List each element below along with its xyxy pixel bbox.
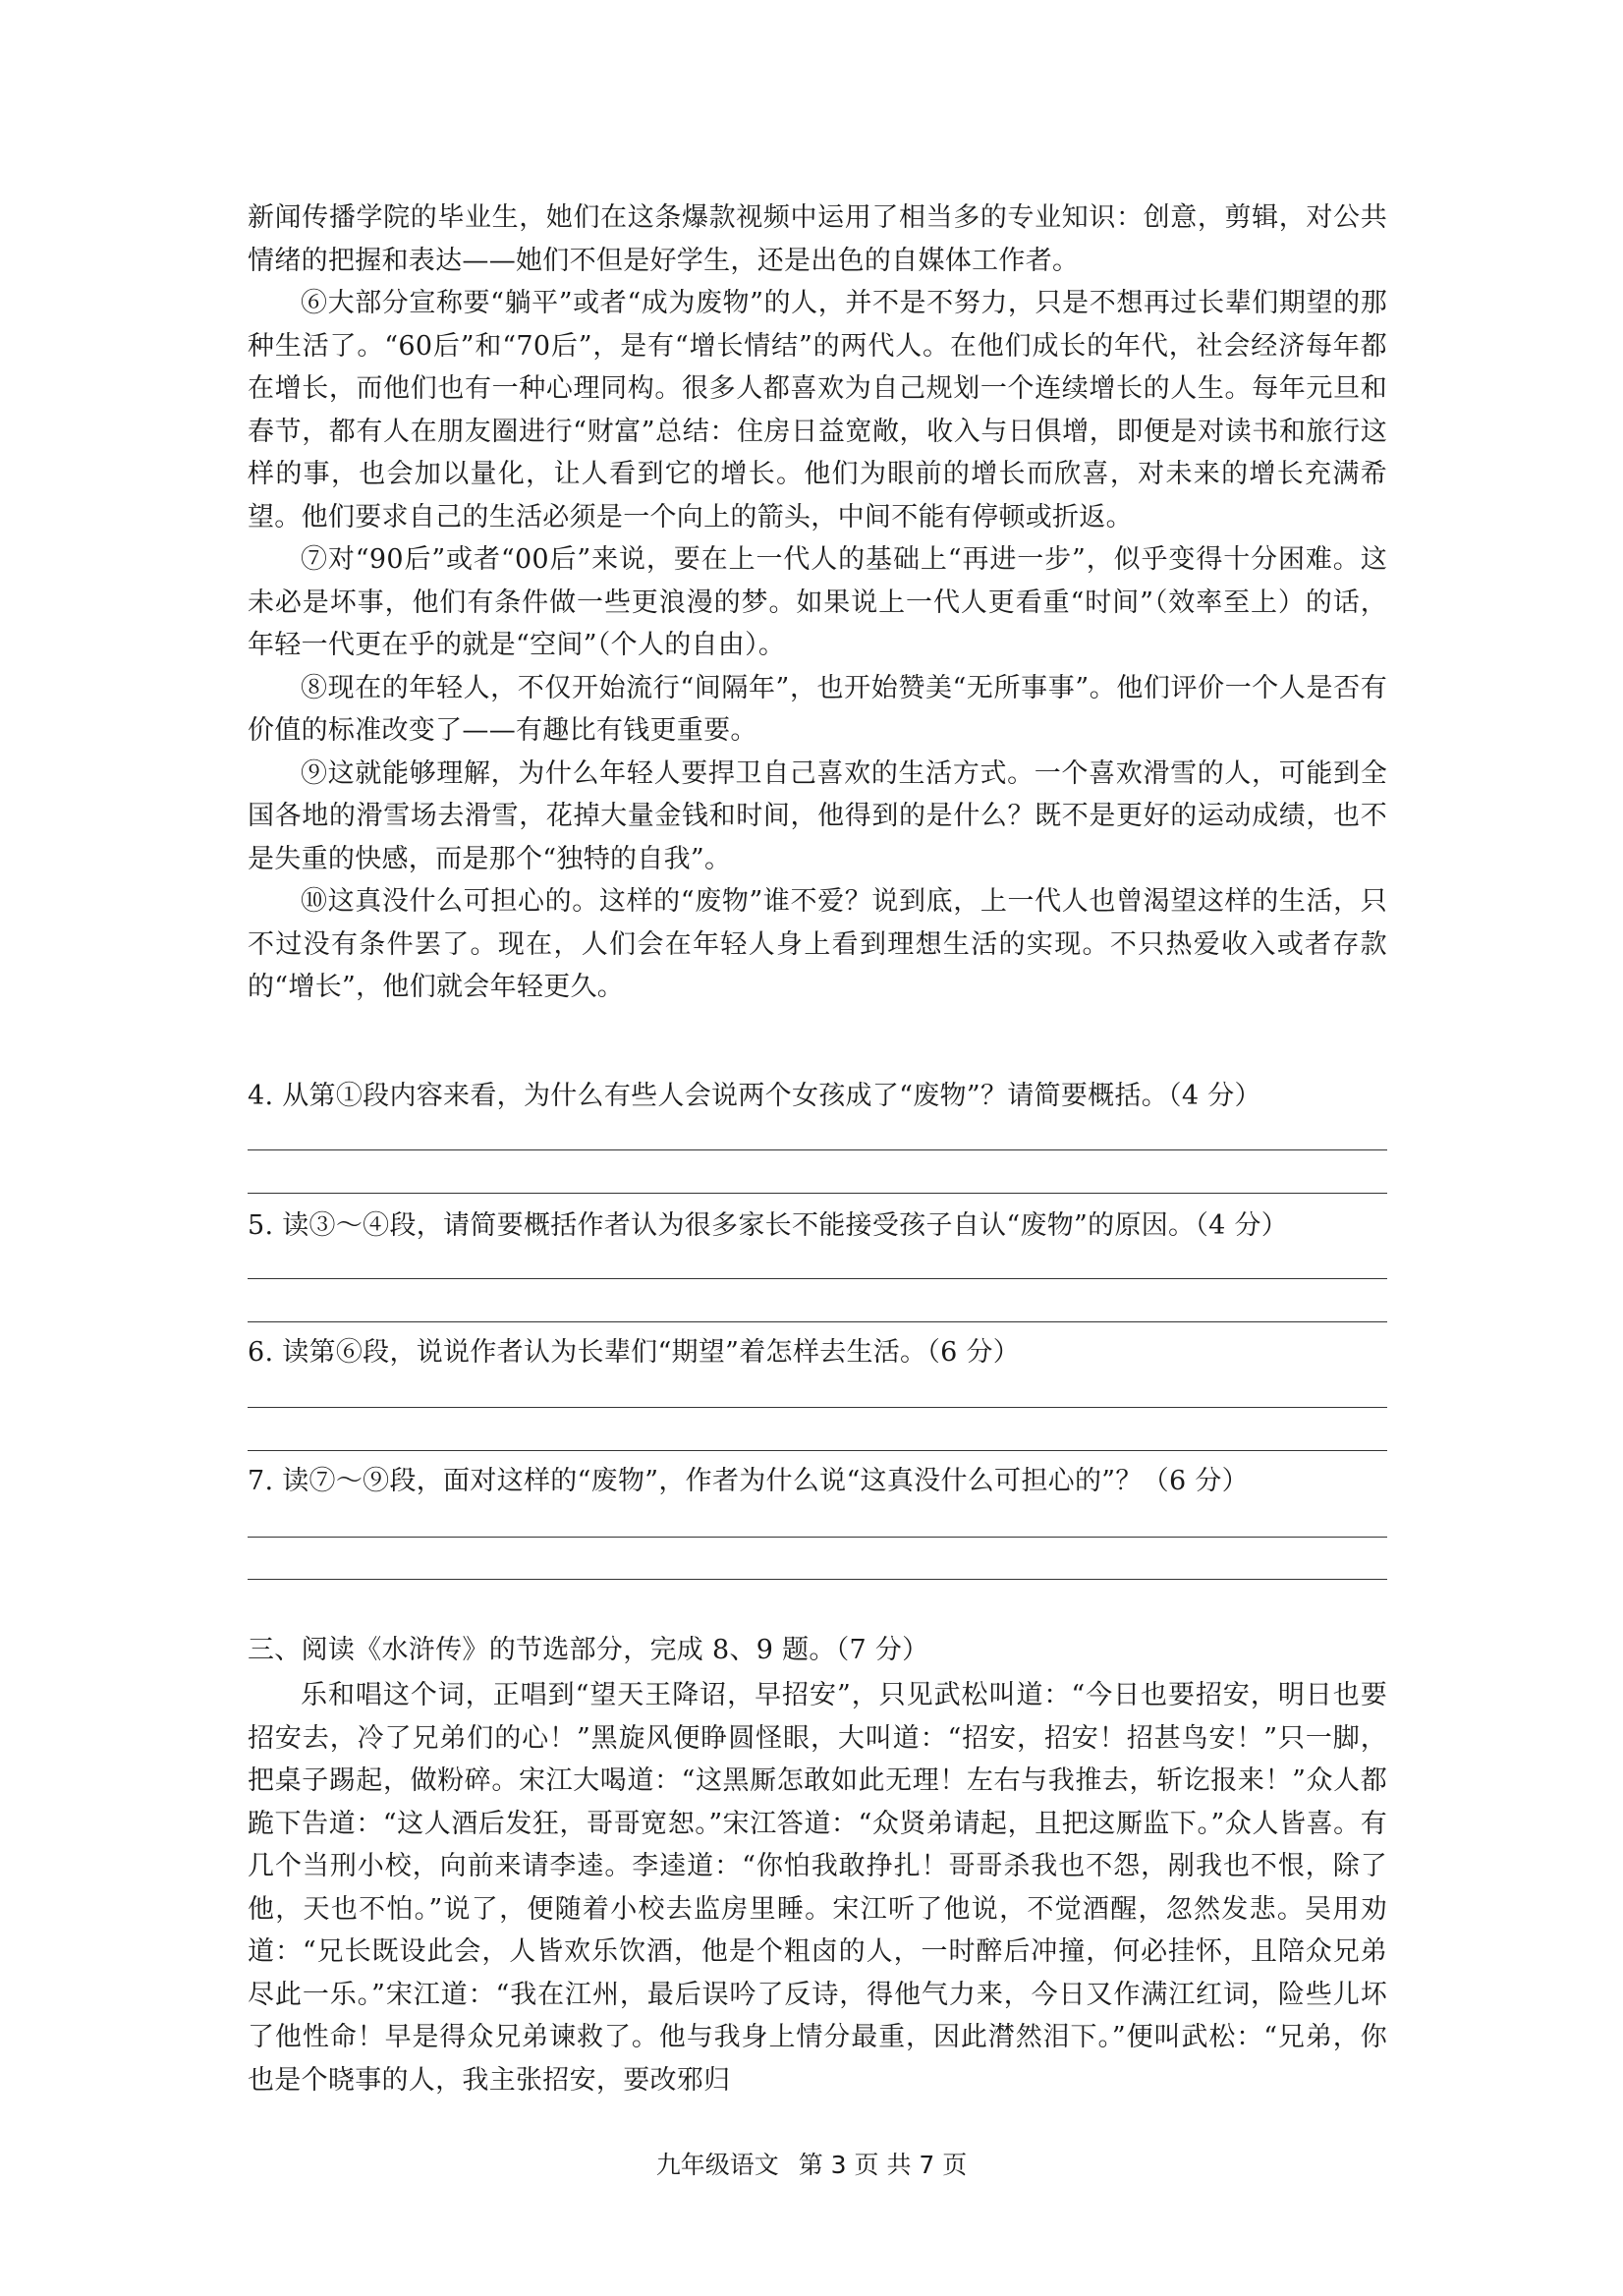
answer-line[interactable]	[248, 1149, 1387, 1150]
question-6: 6. 读第⑥段，说说作者认为长辈们“期望”着怎样去生活。（6 分）	[248, 1337, 1021, 1368]
question-5: 5. 读③～④段，请简要概括作者认为很多家长不能接受孩子自认“废物”的原因。（4 分）	[248, 1210, 1289, 1241]
excerpt-paragraph: 乐和唱这个词，正唱到“望天王降诏，早招安”，只见武松叫道：“今日也要招安，明日也要招安去，冷了兄弟们的心！”黑旋风便睁圆怪眼，大叫道：“招安，招安！招甚鸟安！”只一脚，把桌子踢起，做粉碎。宋江大喝道：“这黑厮怎敢如此无理！左右与我推去，斩讫报来！”众人都跪下告道：“这人酒后发狂，哥哥宽恕。”宋江答道：“众贤弟请起，且把这厮监下。”众人皆喜。有几个当刑小校，向前来请李逵。李逵道：“你怕我敢挣扎！哥哥杀我也不怨，剐我也不恨，除了他，天也不怕。”说了，便随着小校去监房里睡。宋江听了他说，不觉酒醒，忽然发悲。吴用劝道：“兄长既设此会，人皆欢乐饮酒，他是个粗卤的人，一时醉后冲撞，何必挂怀，且陪众兄弟尽此一乐。”宋江道：“我在江州，最后误吟了反诗，得他气力来，今日又作满江红词，险些儿坏了他性命！早是得众兄弟谏救了。他与我身上情分最重，因此潸然泪下。”便叫武松：“兄弟，你也是个晓事的人，我主张招安，要改邪归	[248, 1680, 1387, 2096]
section-3-excerpt	[248, 1674, 1387, 2101]
answer-line[interactable]	[248, 1321, 1387, 1322]
paragraph-10: ⑩这真没什么可担心的。这样的“废物”谁不爱？说到底，上一代人也曾渴望这样的生活，只不过没有条件罢了。现在，人们会在年轻人身上看到理想生活的实现。不只热爱收入或者存款的“增长”，他们就会年轻更久。	[248, 886, 1387, 1002]
answer-line[interactable]	[248, 1450, 1387, 1451]
answer-line[interactable]	[248, 1537, 1387, 1538]
section-3-title: 三、阅读《水浒传》的节选部分，完成 8、9 题。（7 分）	[248, 1635, 929, 1665]
paragraph-6: ⑥大部分宣称要“躺平”或者“成为废物”的人，并不是不努力，只是不想再过长辈们期望的那种生活了。“60后”和“70后”，是有“增长情结”的两代人。在他们成长的年代，社会经济每年都在增长，而他们也有一种心理同构。很多人都喜欢为自己规划一个连续增长的人生。每年元旦和春节，都有人在朋友圈进行“财富”总结：住房日益宽敞，收入与日俱增，即便是对读书和旅行这样的事，也会加以量化，让人看到它的增长。他们为眼前的增长而欣喜，对未来的增长充满希望。他们要求自己的生活必须是一个向上的箭头，中间不能有停顿或折返。	[248, 288, 1387, 532]
answer-line[interactable]	[248, 1193, 1387, 1194]
question-7: 7. 读⑦～⑨段，面对这样的“废物”，作者为什么说“这真没什么可担心的”？（6 分）	[248, 1466, 1249, 1496]
paragraph-7: ⑦对“90后”或者“00后”来说，要在上一代人的基础上“再进一步”，似乎变得十分困难。这未必是坏事，他们有条件做一些更浪漫的梦。如果说上一代人更看重“时间”（效率至上）的话，年轻一代更在乎的就是“空间”（个人的自由）。	[248, 544, 1387, 660]
answer-line[interactable]	[248, 1579, 1387, 1580]
paragraph-intro-continued: 新闻传播学院的毕业生，她们在这条爆款视频中运用了相当多的专业知识：创意，剪辑，对公共情绪的把握和表达——她们不但是好学生，还是出色的自媒体工作者。	[248, 202, 1387, 276]
paragraph-9: ⑨这就能够理解，为什么年轻人要捍卫自己喜欢的生活方式。一个喜欢滑雪的人，可能到全国各地的滑雪场去滑雪，花掉大量金钱和时间，他得到的是什么？既不是更好的运动成绩，也不是失重的快感，而是那个“独特的自我”。	[248, 757, 1387, 874]
answer-line[interactable]	[248, 1407, 1387, 1408]
footer-page-number: 第 3 页 共 7 页	[798, 2151, 968, 2179]
reading-passage	[248, 196, 1387, 1009]
footer-subject: 九年级语文	[655, 2151, 779, 2179]
page-footer	[0, 2148, 1623, 2183]
answer-line[interactable]	[248, 1278, 1387, 1279]
paragraph-8: ⑧现在的年轻人，不仅开始流行“间隔年”，也开始赞美“无所事事”。他们评价一个人是否有价值的标准改变了——有趣比有钱更重要。	[248, 672, 1387, 746]
question-4: 4. 从第①段内容来看，为什么有些人会说两个女孩成了“废物”？请简要概括。（4 分）	[248, 1081, 1261, 1111]
